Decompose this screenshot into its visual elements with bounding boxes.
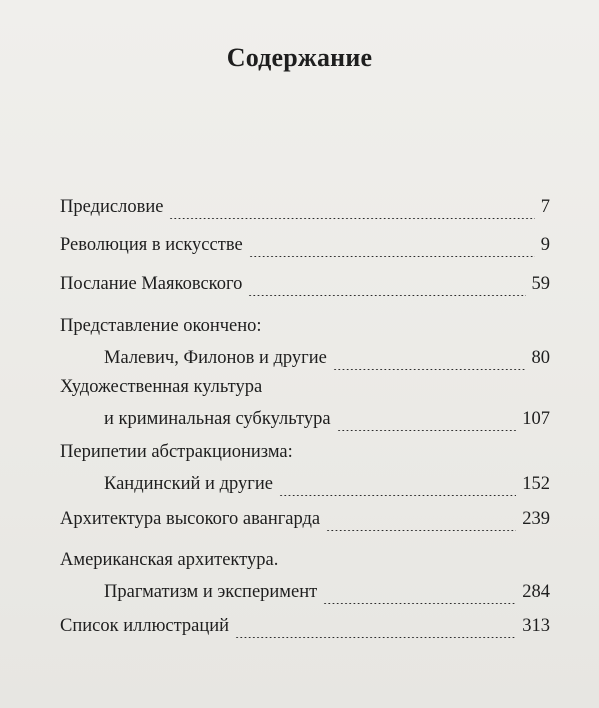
toc-page-number: 7: [540, 197, 550, 217]
toc-entry: [60, 273, 550, 303]
toc-entry-title: Послание Маяковского: [60, 274, 243, 294]
toc-entry-title: Список иллюстраций: [60, 616, 230, 636]
dot-leader: [279, 495, 516, 496]
toc-entry: [60, 234, 550, 264]
toc-entry-title: Американская архитектура.: [60, 550, 279, 570]
dot-leader: [248, 295, 525, 296]
toc-page-number: 152: [522, 474, 550, 494]
toc-page-number: 107: [522, 409, 550, 429]
toc-entry-subtitle: Малевич, Филонов и другие: [104, 348, 327, 368]
toc-page-number: 80: [531, 348, 550, 368]
toc-entry: [60, 196, 550, 226]
toc-page-number: 59: [531, 274, 550, 294]
dot-leader: [333, 369, 526, 370]
toc-page-number: 284: [522, 582, 550, 602]
toc-entry-subtitle: Прагматизм и эксперимент: [104, 582, 318, 602]
toc-entry-title: Перипетии абстракционизма:: [60, 442, 293, 462]
toc-entry-title: Представление окончено:: [60, 316, 262, 336]
toc-entry: [60, 441, 550, 503]
dot-leader: [326, 530, 516, 531]
toc-page-number: 239: [522, 509, 550, 529]
toc-entry: [60, 508, 550, 538]
dot-leader: [249, 256, 535, 257]
toc-entry-subtitle: и криминальная субкультура: [104, 409, 331, 429]
toc-entry-subtitle: Кандинский и другие: [104, 474, 273, 494]
toc-page-number: 313: [522, 616, 550, 636]
dot-leader: [169, 218, 534, 219]
toc-entry-title: Художественная культура: [60, 377, 263, 397]
toc-entry: [60, 549, 550, 611]
toc-entry-title: Предисловие: [60, 197, 164, 217]
dot-leader: [337, 430, 517, 431]
toc-entry-title: Революция в искусстве: [60, 235, 243, 255]
toc-entry: [60, 376, 550, 438]
toc-entry-title: Архитектура высокого авангарда: [60, 509, 321, 529]
toc-entry: [60, 615, 550, 645]
dot-leader: [323, 603, 516, 604]
dot-leader: [235, 637, 516, 638]
toc-page-number: 9: [540, 235, 550, 255]
toc-entry: [60, 315, 550, 377]
page-title: Содержание: [226, 43, 373, 72]
